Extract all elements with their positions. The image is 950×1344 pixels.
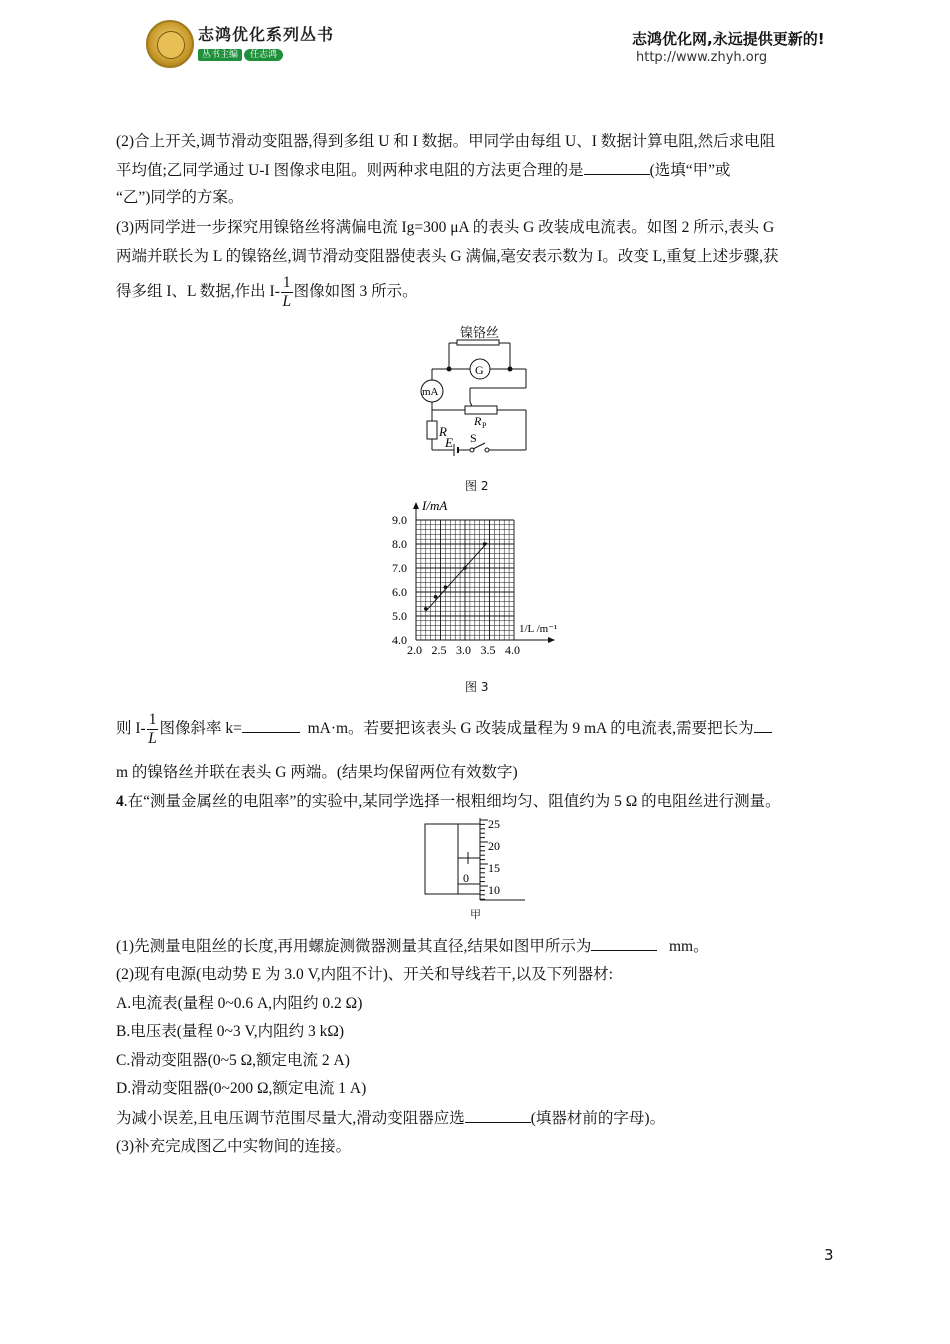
micrometer-frame [425,824,458,894]
rheostat [465,406,497,414]
x-tick-label: 4.0 [505,643,520,657]
thimble-scale [480,820,488,899]
circuit-diagram [410,322,540,456]
micrometer-sleeve [458,858,480,884]
figure3-caption: 图 3 [465,680,489,694]
thimble-label-20: 20 [488,839,500,853]
q3-p3-line2: 两端并联长为 L 的镍铬丝,调节滑动变阻器使表头 G 满偏,毫安表示数为 I。改变 L,重复上述步骤,获 [116,248,779,265]
q4-option-c: C.滑动变阻器(0~5 Ω,额定电流 2 A) [116,1052,350,1069]
q4-choose-text: 为减小误差,且电压调节范围尽量大,滑动变阻器应选 [116,1110,465,1127]
y-tick-label: 9.0 [392,513,407,527]
x-tick-label: 3.5 [480,643,496,657]
answer-blank-diameter[interactable] [591,935,657,951]
q4-option-d: D.滑动变阻器(0~200 Ω,额定电流 1 A) [116,1080,367,1097]
brand-subtitle [198,47,283,60]
publisher-logo [146,20,194,68]
figure-jia-caption: 甲 [470,908,481,921]
y-tick-label: 7.0 [392,561,407,575]
answer-blank-method[interactable] [584,159,650,175]
q3-p3-line3 [116,274,418,311]
galvanometer-label: G [475,363,484,377]
editor-label: 丛书主编 [198,49,242,61]
q4-intro-text: .在“测量金属丝的电阻率”的实验中,某同学选择一根粗细均匀、阻值约为 5 Ω 的电阻丝进行测量。 [123,793,781,810]
q4-p1-text: (1)先测量电阻丝的长度,再用螺旋测微器测量其直径,结果如图甲所示为 [116,938,592,955]
x-axis-label: 1/L /m⁻¹ [519,623,558,635]
q3-slope-line [116,711,772,748]
q3-p2-line2 [116,159,731,182]
page-header [0,0,950,80]
data-point [424,607,428,611]
thimble-label-25: 25 [488,817,500,831]
answer-blank-length[interactable] [754,717,772,733]
resistor-label: R [439,424,447,439]
data-point [483,542,487,546]
q4-p3: (3)补充完成图乙中实物间的连接。 [116,1138,352,1155]
q3-slope-k: 图像斜率 k= [159,720,242,738]
micrometer-diagram [420,814,530,906]
q3-slope-tail: mA·m。若要把该表头 G 改装成量程为 9 mA 的电流表,需要把长为 [307,720,754,738]
y-tick-label: 5.0 [392,609,407,623]
fraction-1-over-L: $\frac{1}{L}$ [282,274,292,310]
y-tick-label: 4.0 [392,633,407,647]
q4-number: 4 [116,793,124,810]
q3-slope-text: 则 I- [116,720,146,738]
battery-label: E [445,435,453,450]
page-number: 3 [824,1246,834,1264]
chart-marks [424,542,487,611]
q4-option-b: B.电压表(量程 0~3 V,内阻约 3 kΩ) [116,1023,345,1040]
q3-p3-line3-text: 得多组 I、L 数据,作出 I- [116,283,280,301]
q3-p2-line2-text: 平均值;乙同学通过 U-I 图像求电阻。则两种求电阻的方法更合理的是 [116,162,584,179]
answer-blank-slope[interactable] [242,717,300,733]
data-point [434,595,438,599]
thimble-label-10: 10 [488,883,500,897]
q4-p2: (2)现有电源(电动势 E 为 3.0 V,内阻不计)、开关和导线若干,以及下列器材: [116,966,613,983]
q4-choose-tail: (填器材前的字母)。 [530,1110,666,1127]
nichrome-wire [457,340,499,345]
rheostat-subscript: P [482,421,487,430]
q4-p1-unit: mm。 [668,938,709,955]
y-tick-label: 8.0 [392,537,407,551]
x-tick-label: 3.0 [456,643,471,657]
y-axis-arrow [413,502,419,509]
nichrome-label: 镍铬丝 [460,325,500,340]
q3-length-line: m 的镍铬丝并联在表头 G 两端。(结果均保留两位有效数字) [116,764,518,781]
chart-axes [413,502,558,643]
q4-intro [116,791,781,813]
q4-choose [116,1107,665,1130]
y-axis-label: I/mA [422,498,448,513]
x-tick-label: 2.0 [407,643,422,657]
y-tick-label: 6.0 [392,585,407,599]
q3-p2-line2-tail: (选填“甲”或 [649,162,731,179]
fraction-1-over-L-2: $\frac{1}{L}$ [148,711,157,747]
data-point [463,566,467,570]
data-point [444,585,448,589]
thimble-label-15: 15 [488,861,500,875]
switch-label: S [470,431,477,445]
answer-blank-rheostat[interactable] [465,1107,531,1123]
q4-p1 [116,935,709,958]
i-vs-inverse-l-chart [388,494,568,660]
micrometer-zero: 0 [463,871,469,885]
fit-line [426,543,487,611]
chart-grid [416,520,514,640]
q3-p3-line3-tail: 图像如图 3 所示。 [293,283,418,301]
header-url[interactable]: http://www.zhyh.org [636,50,768,65]
x-axis-arrow [548,637,555,643]
rheostat-label: R [474,414,482,428]
editor-name: 任志鸿 [244,49,283,61]
q4-option-a: A.电流表(量程 0~0.6 A,内阻约 0.2 Ω) [116,995,363,1012]
x-tick-label: 2.5 [431,643,447,657]
milliammeter-label: mA [422,386,439,398]
figure2-caption: 图 2 [465,479,489,493]
brand-title: 志鸿优化系列丛书 [198,25,335,44]
q3-p2-line1: (2)合上开关,调节滑动变阻器,得到多组 U 和 I 数据。甲同学由每组 U、I 数据计算电阻,然后求电阻 [116,133,776,150]
q3-p3-line1: (3)两同学进一步探究用镍铬丝将满偏电流 Ig=300 μA 的表头 G 改装成电流表。如图 2 所示,表头 G [116,219,775,236]
resistor-R [427,421,437,439]
header-slogan: 志鸿优化网,永远提供更新的! [632,30,825,48]
q3-p2-line3: “乙”)同学的方案。 [116,189,244,206]
